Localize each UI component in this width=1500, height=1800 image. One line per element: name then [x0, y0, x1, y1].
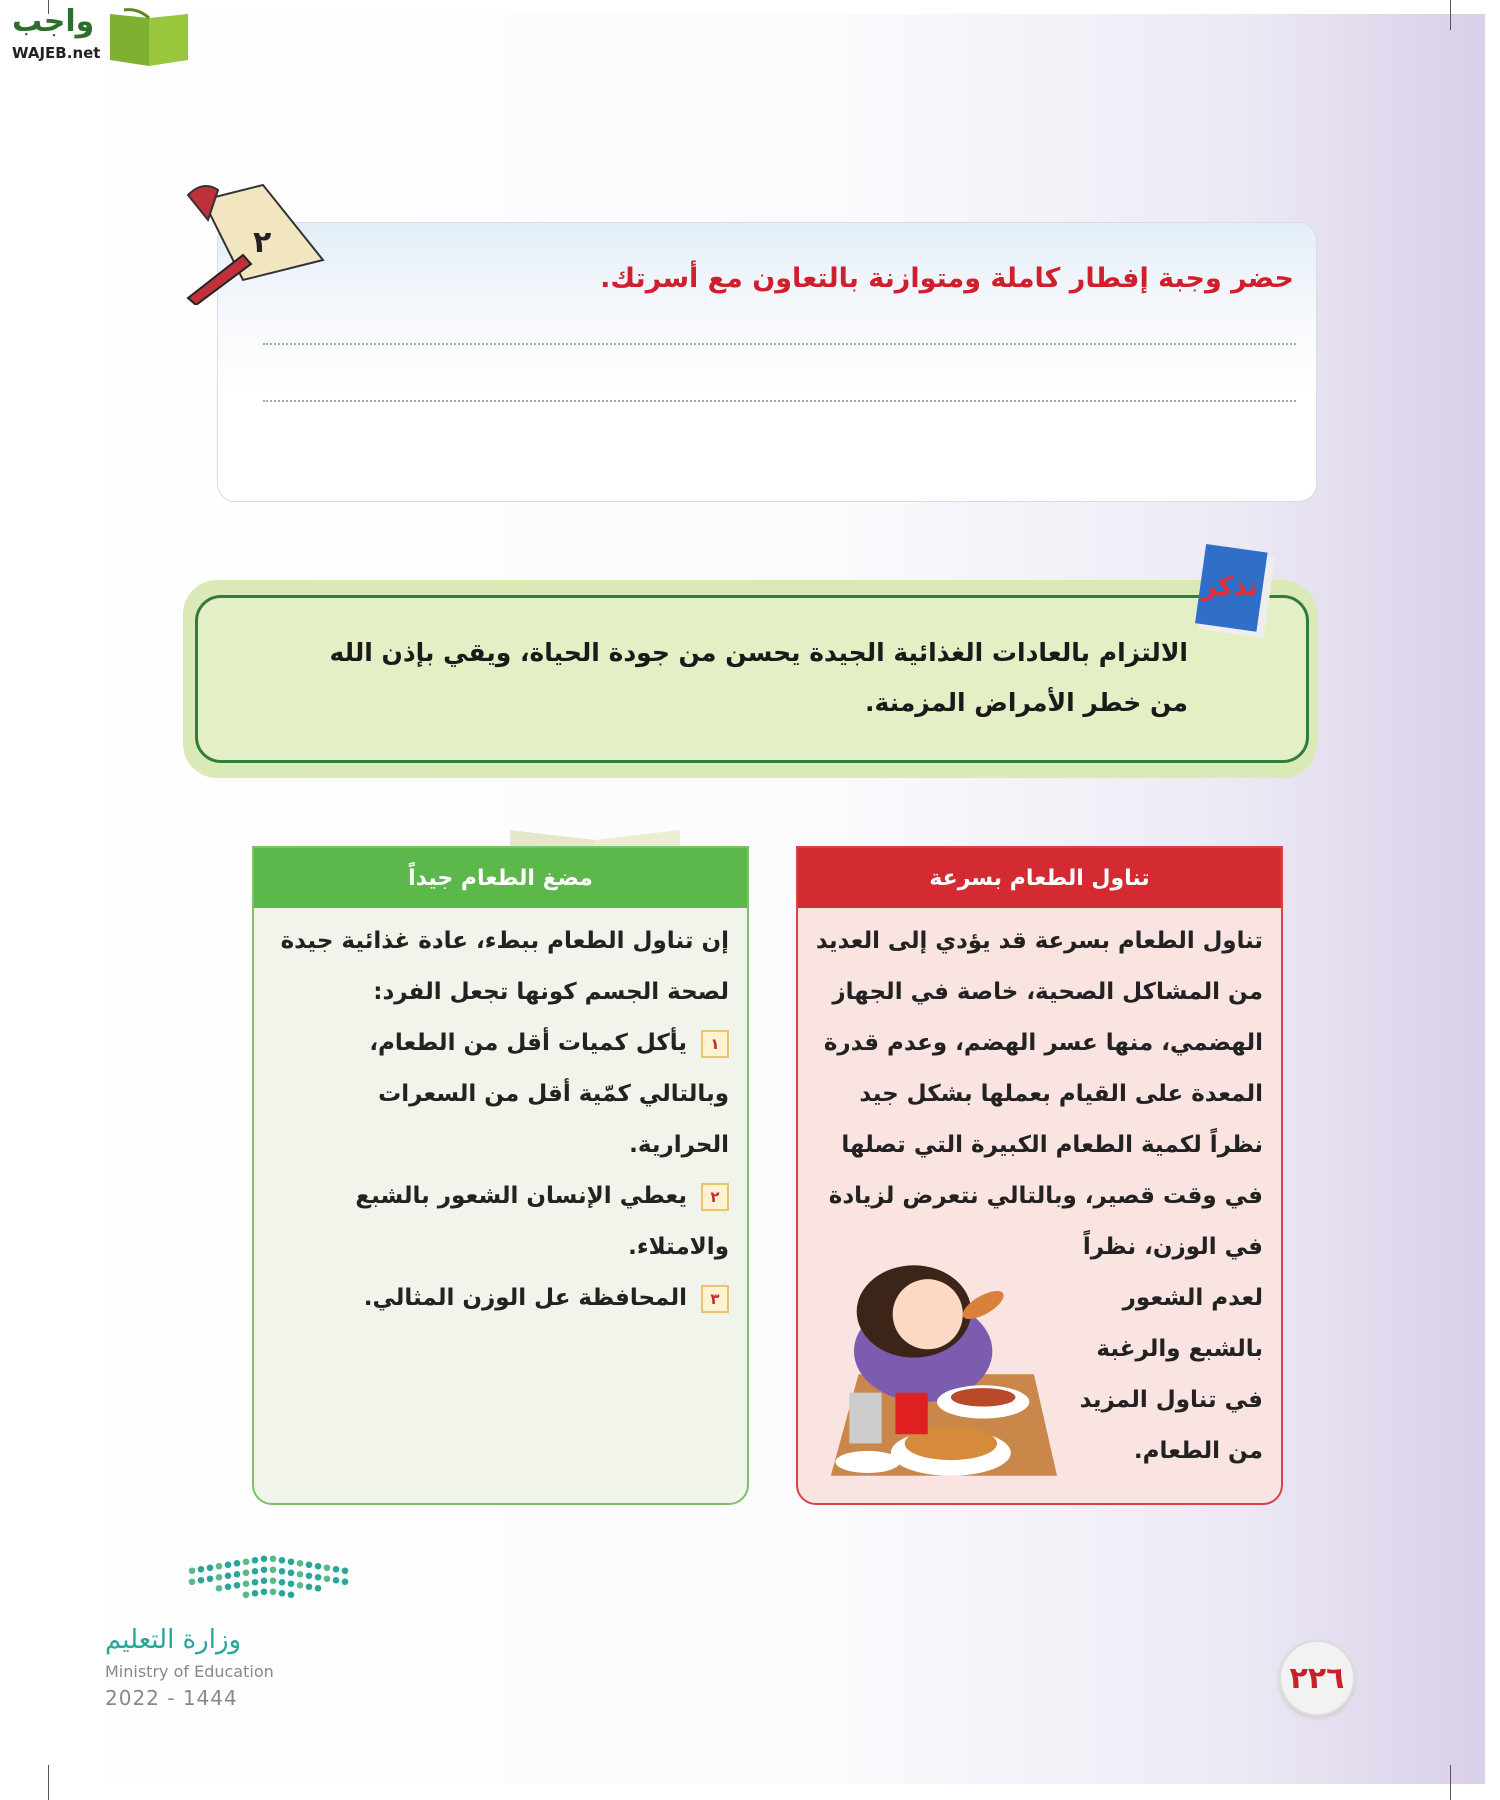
activity-title: حضر وجبة إفطار كاملة ومتوازنة بالتعاون مع أسرتك. [600, 263, 1294, 294]
text-line: تناول الطعام بسرعة قد يؤدي إلى العديد [815, 928, 1263, 954]
card-eating-fast [796, 846, 1283, 1505]
ministry-english: Ministry of Education [105, 1662, 274, 1681]
card-title: تناول الطعام بسرعة [798, 848, 1281, 908]
wajeb-logo[interactable] [8, 4, 193, 70]
list-item [272, 1171, 729, 1273]
item-number: ٢ [701, 1183, 729, 1211]
activity-box [217, 222, 1317, 502]
reminder-text: الالتزام بالعادات الغذائية الجيدة يحسن من جودة الحياة، ويقي بإذن الله من خطر الأمراض المزمنة. [329, 638, 1188, 717]
logo-arabic: واجب [12, 4, 95, 39]
text-line: في وقت قصير، وبالتالي نتعرض لزيادة [828, 1183, 1263, 1209]
item-number: ٣ [701, 1285, 729, 1313]
text-line: في تناول المزيد [1079, 1387, 1263, 1413]
notepad-pencil-icon [183, 180, 328, 305]
text-line: من المشاكل الصحية، خاصة في الجهاز [832, 979, 1263, 1005]
card-title: مضغ الطعام جيداً [254, 848, 747, 908]
text-line: الهضمي، منها عسر الهضم، وعدم قدرة [823, 1030, 1263, 1056]
answer-line[interactable] [263, 400, 1296, 402]
crop-mark [1450, 1765, 1451, 1800]
ministry-arabic: وزارة التعليم [105, 1625, 242, 1655]
ministry-logo [100, 1550, 360, 1710]
item-text: يأكل كميات أقل من الطعام، وبالتالي كمّية أقل من السعرات الحرارية. [369, 1030, 729, 1158]
crop-mark [48, 1765, 49, 1800]
reminder-badge: تذكر [1202, 572, 1259, 602]
reminder-notebook-icon [1192, 540, 1287, 640]
reminder-box [183, 580, 1317, 778]
item-number: ١ [701, 1030, 729, 1058]
ministry-year: 2022 - 1444 [105, 1686, 238, 1710]
list-item [272, 1018, 729, 1171]
card-chew-well [252, 846, 749, 1505]
intro-text: إن تناول الطعام ببطء، عادة غذائية جيدة لصحة الجسم كونها تجعل الفرد: [280, 928, 729, 1005]
ministry-dots-icon [100, 1550, 360, 1610]
activity-number: ٢ [253, 225, 272, 260]
item-text: يعطي الإنسان الشعور بالشبع والامتلاء. [355, 1183, 729, 1260]
logo-latin: WAJEB.net [12, 44, 101, 62]
text-line: نظراً لكمية الطعام الكبيرة التي تصلها [841, 1132, 1263, 1158]
text-line: من الطعام. [1133, 1438, 1263, 1464]
list-item [272, 1273, 729, 1324]
text-line: في الوزن، نظراً [1082, 1234, 1263, 1260]
page-number: ٢٢٦ [1279, 1640, 1355, 1716]
text-line: لعدم الشعور [1122, 1285, 1263, 1311]
book-icon [108, 8, 190, 68]
crop-mark [1450, 0, 1451, 30]
item-text: المحافظة عل الوزن المثالي. [363, 1285, 687, 1311]
text-line: بالشبع والرغبة [1096, 1336, 1263, 1362]
text-line: المعدة على القيام بعملها بشكل جيد [859, 1081, 1263, 1107]
answer-line[interactable] [263, 343, 1296, 345]
